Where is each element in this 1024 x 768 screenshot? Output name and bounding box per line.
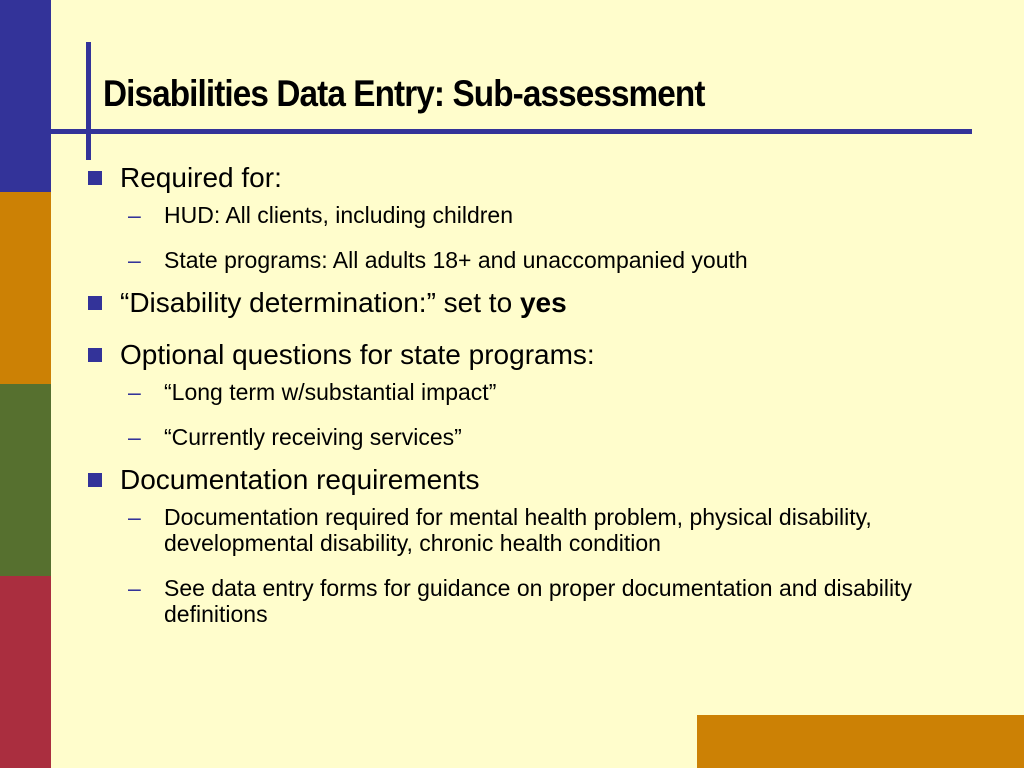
bullet-text: “Disability determination:” set to xyxy=(120,287,520,318)
sub-bullet-text: See data entry forms for guidance on proper documentation and disability definitions xyxy=(164,575,912,627)
square-bullet-icon xyxy=(88,296,102,310)
left-stripe-green xyxy=(0,384,51,576)
sub-bullet-documentation-required xyxy=(86,504,986,556)
left-stripe-blue xyxy=(0,0,51,192)
dash-bullet-icon: – xyxy=(128,247,141,273)
bullet-text: Documentation requirements xyxy=(120,464,480,495)
bullet-emphasis: yes xyxy=(519,287,567,318)
sub-bullet-see-forms xyxy=(86,575,986,627)
sub-bullet-text: Documentation required for mental health problem, physical disability, developmental disability, chronic health condition xyxy=(164,504,872,556)
bottom-right-accent-block xyxy=(697,715,1024,768)
bullet-list xyxy=(86,158,986,627)
sub-bullet-text: “Long term w/substantial impact” xyxy=(164,379,497,405)
sub-bullet-long-term xyxy=(86,379,986,405)
bullet-required-for xyxy=(86,158,986,198)
bullet-text: Required for: xyxy=(120,162,282,193)
dash-bullet-icon: – xyxy=(128,202,141,228)
square-bullet-icon xyxy=(88,171,102,185)
title-vertical-rule xyxy=(86,42,91,160)
sub-bullet-text: HUD: All clients, including children xyxy=(164,202,513,228)
sub-bullet-currently-receiving xyxy=(86,424,986,450)
sub-bullet-hud xyxy=(86,202,986,228)
square-bullet-icon xyxy=(88,348,102,362)
left-stripe-red xyxy=(0,576,51,768)
square-bullet-icon xyxy=(88,473,102,487)
bullet-disability-determination xyxy=(86,283,986,323)
sub-bullet-text: State programs: All adults 18+ and unaccompanied youth xyxy=(164,247,748,273)
dash-bullet-icon: – xyxy=(128,379,141,405)
slide-title: Disabilities Data Entry: Sub-assessment xyxy=(103,73,705,114)
sub-bullet-state-programs xyxy=(86,247,986,273)
title-horizontal-rule xyxy=(51,129,972,134)
dash-bullet-icon: – xyxy=(128,575,141,601)
sub-bullet-text: “Currently receiving services” xyxy=(164,424,462,450)
bullet-text: Optional questions for state programs: xyxy=(120,339,595,370)
dash-bullet-icon: – xyxy=(128,424,141,450)
bullet-optional-questions xyxy=(86,335,986,375)
dash-bullet-icon: – xyxy=(128,504,141,530)
left-stripe-orange xyxy=(0,192,51,384)
bullet-documentation-requirements xyxy=(86,460,986,500)
